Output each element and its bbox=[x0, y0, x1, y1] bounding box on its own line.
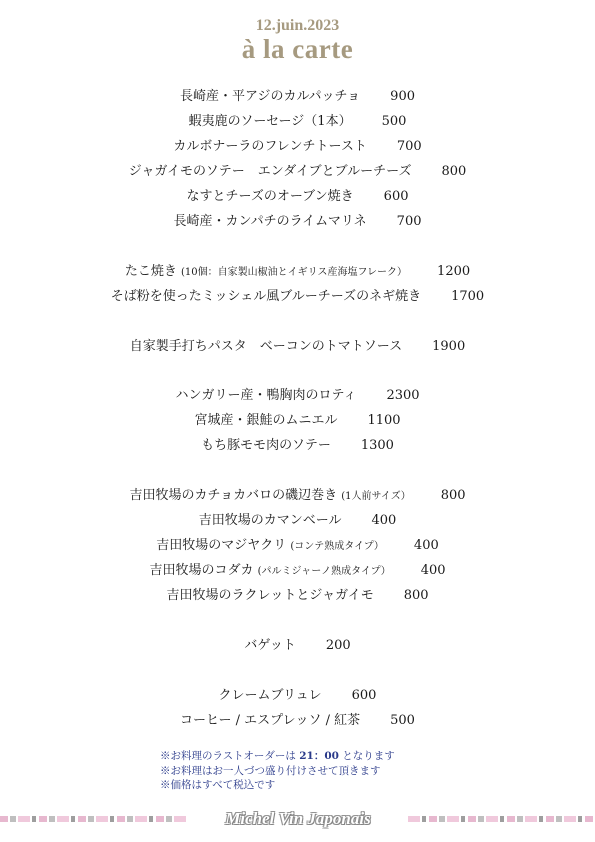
item-price: 800 bbox=[403, 588, 429, 603]
item-price: 1300 bbox=[360, 438, 394, 453]
menu-item bbox=[0, 436, 595, 456]
item-note: (10個：自家製山椒油とイギリス産海塩フレーク） bbox=[181, 267, 408, 278]
footnotes bbox=[160, 749, 395, 793]
footnote-text: ※お料理のラストオーダーは bbox=[160, 750, 300, 762]
item-price: 1200 bbox=[437, 264, 471, 279]
item-name: なすとチーズのオーブン焼き bbox=[186, 189, 354, 204]
menu-item bbox=[0, 262, 595, 283]
item-price: 800 bbox=[440, 488, 466, 503]
item-price: 600 bbox=[351, 688, 377, 703]
item-name: 吉田牧場のカマンベール bbox=[198, 513, 342, 528]
item-price: 200 bbox=[325, 638, 351, 653]
item-name: 吉田牧場のカチョカバロの磯辺巻き bbox=[129, 488, 338, 503]
item-price: 500 bbox=[390, 713, 415, 728]
item-name: 自家製手打ちパスタ ベーコンのトマトソース bbox=[129, 339, 403, 354]
item-price: 400 bbox=[371, 513, 397, 528]
item-name: クレームブリュレ bbox=[218, 688, 322, 703]
footnote-tax: ※価格はすべて税込です bbox=[160, 779, 276, 791]
item-price: 900 bbox=[390, 89, 415, 104]
item-price: 1900 bbox=[432, 339, 466, 354]
item-name: カルボナーラのフレンチトースト bbox=[173, 139, 367, 154]
menu-item bbox=[0, 586, 595, 606]
menu-item bbox=[0, 162, 595, 182]
item-price: 2300 bbox=[386, 388, 420, 403]
item-price: 600 bbox=[383, 189, 409, 204]
item-name: ジャガイモのソテー エンダイブとブルーチーズ bbox=[128, 164, 412, 179]
item-name: たこ焼き bbox=[124, 264, 177, 279]
item-name: ハンガリー産・鴨胸肉のロティ bbox=[175, 388, 357, 403]
menu-item bbox=[0, 87, 595, 107]
item-name: 長崎産・平アジのカルパッチョ bbox=[179, 89, 361, 104]
menu-item bbox=[0, 137, 595, 157]
item-note: (パルミジャーノ熟成タイプ） bbox=[257, 566, 391, 577]
menu-item bbox=[0, 686, 595, 706]
item-price: 500 bbox=[381, 114, 407, 129]
footer-banner bbox=[0, 808, 595, 830]
item-name: 吉田牧場のラクレットとジャガイモ bbox=[166, 588, 374, 603]
item-price: 700 bbox=[396, 139, 422, 154]
item-name: コーヒー / エスプレッソ / 紅茶 bbox=[180, 713, 361, 728]
item-note: (コンテ熟成タイプ） bbox=[290, 541, 384, 552]
item-note: (1人前サイズ） bbox=[341, 491, 411, 502]
menu-title: à la carte bbox=[241, 34, 354, 64]
footnote-text: となります bbox=[338, 750, 395, 762]
menu-item bbox=[0, 112, 595, 132]
item-name: そば粉を使ったミッシェル風ブルーチーズのネギ焼き bbox=[110, 289, 422, 304]
item-name: もち豚モモ肉のソテー bbox=[201, 438, 331, 453]
item-price: 400 bbox=[420, 563, 446, 578]
menu-item bbox=[0, 411, 595, 431]
item-name: 吉田牧場のコダカ bbox=[149, 563, 254, 578]
menu-date: 12.juin.2023 bbox=[255, 17, 340, 34]
item-name: 宮城産・銀鮭のムニエル bbox=[194, 413, 338, 428]
menu-item bbox=[0, 386, 595, 406]
footnote-last-order bbox=[160, 749, 395, 764]
menu-item bbox=[0, 636, 595, 656]
item-name: バゲット bbox=[244, 638, 296, 653]
item-price: 700 bbox=[396, 214, 422, 229]
menu-item bbox=[0, 711, 595, 731]
item-price: 800 bbox=[441, 164, 467, 179]
item-price: 1100 bbox=[367, 413, 401, 428]
menu-item bbox=[0, 337, 595, 357]
menu-item bbox=[0, 287, 595, 307]
last-order-time: 21：00 bbox=[299, 750, 339, 762]
item-price: 1700 bbox=[451, 289, 485, 304]
item-name: 長崎産・カンパチのライムマリネ bbox=[173, 214, 367, 229]
item-name: 蝦夷鹿のソーセージ（1本） bbox=[188, 114, 352, 129]
item-price: 400 bbox=[413, 538, 439, 553]
menu-item bbox=[0, 212, 595, 232]
menu-item bbox=[0, 187, 595, 207]
menu-item bbox=[0, 536, 595, 557]
brand-logo: Michel Vin Japonais bbox=[188, 808, 408, 830]
menu-item bbox=[0, 561, 595, 582]
footnote-serving: ※お料理はお一人づつ盛り付けさせて頂きます bbox=[160, 764, 381, 777]
item-name: 吉田牧場のマジヤクリ bbox=[156, 538, 287, 553]
menu-item bbox=[0, 486, 595, 507]
menu-item bbox=[0, 511, 595, 531]
